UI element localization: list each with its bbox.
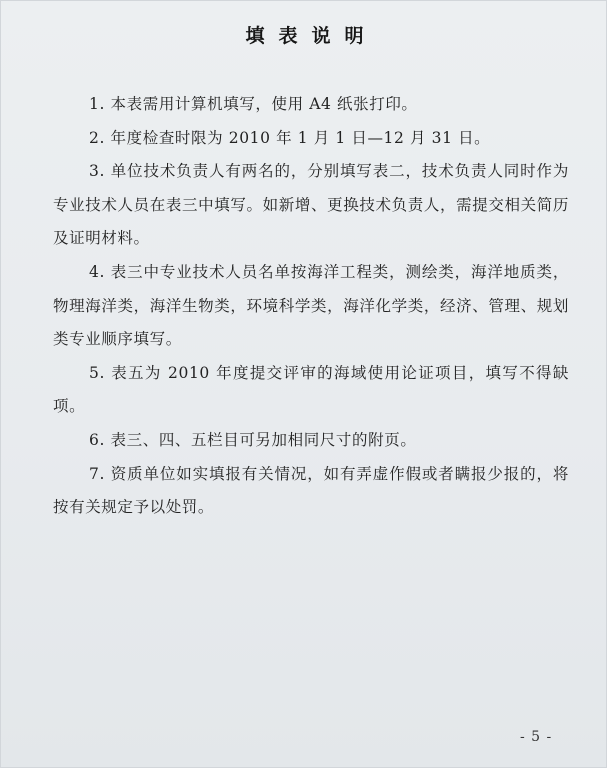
- instruction-item-3: 3. 单位技术负责人有两名的，分别填写表二，技术负责人同时作为专业技术人员在表三中填写。如新增、更换技术负责人，需提交相关简历及证明材料。: [53, 162, 569, 248]
- instruction-item-2: 2. 年度检查时限为 2010 年 1 月 1 日—12 月 31 日。: [89, 128, 491, 147]
- instruction-item-4: 4. 表三中专业技术人员名单按海洋工程类，测绘类，海洋地质类，物理海洋类，海洋生物类，环境科学类，海洋化学类，经济、管理、规划类专业顺序填写。: [53, 262, 569, 349]
- instruction-item-6: 6. 表三、四、五栏目可另加相同尺寸的附页。: [89, 430, 417, 449]
- instructions-list: [53, 88, 569, 525]
- instruction-item-5: 5. 表五为 2010 年度提交评审的海域使用论证项目，填写不得缺项。: [53, 363, 569, 416]
- instruction-item-1: 1. 本表需用计算机填写，使用 A4 纸张打印。: [89, 95, 418, 113]
- page-number: - 5 -: [520, 729, 553, 745]
- instruction-item-7: 7. 资质单位如实填报有关情况，如有弄虚作假或者瞒报少报的，将按有关规定予以处罚。: [53, 464, 569, 517]
- page-title: 填表说明: [245, 25, 378, 47]
